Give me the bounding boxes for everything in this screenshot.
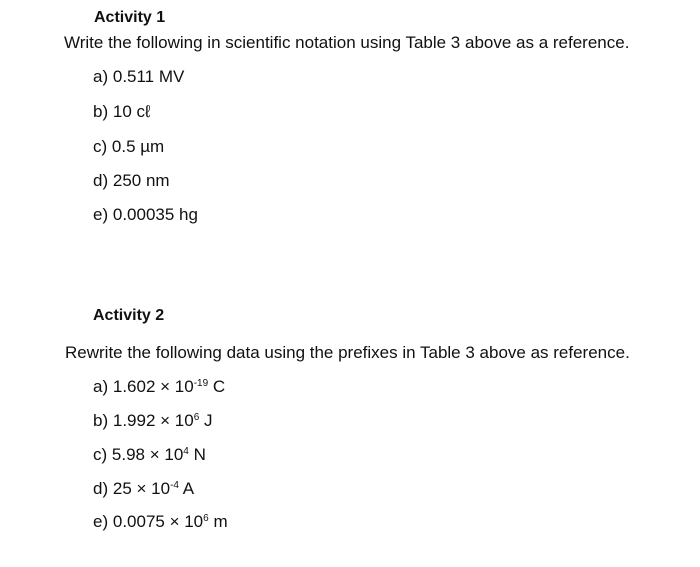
item-label: a) xyxy=(93,377,109,396)
activity-1-item-e xyxy=(93,205,198,225)
item-mantissa: 5.98 × 10 xyxy=(111,445,184,464)
activity-2-item-e xyxy=(93,512,228,532)
item-mantissa: 1.992 × 10 xyxy=(112,411,194,430)
item-unit: N xyxy=(193,445,206,464)
item-value: 0.511 MV xyxy=(112,67,185,86)
item-value: 0.00035 hg xyxy=(112,205,198,224)
item-mantissa: 1.602 × 10 xyxy=(112,377,194,396)
item-unit: A xyxy=(182,479,195,498)
activity-2-item-d xyxy=(93,479,194,499)
item-label: d) xyxy=(93,171,109,190)
activity-2-instruction: Rewrite the following data using the prefixes in Table 3 above as reference. xyxy=(65,343,630,362)
item-unit: m xyxy=(213,512,228,531)
item-unit: C xyxy=(212,377,226,396)
activity-1-title: Activity 1 xyxy=(94,9,166,26)
item-value: 0.5 µm xyxy=(111,137,165,156)
item-label: e) xyxy=(93,205,109,224)
item-exponent: 6 xyxy=(193,412,200,423)
item-label: c) xyxy=(93,445,108,464)
activity-2-item-c xyxy=(93,445,206,465)
item-label: a) xyxy=(93,67,109,86)
activity-1-instruction: Write the following in scientific notation using Table 3 above as a reference. xyxy=(64,33,630,52)
item-exponent: 4 xyxy=(183,446,189,457)
item-value: 250 nm xyxy=(112,171,170,190)
item-label: e) xyxy=(93,512,109,531)
item-label: d) xyxy=(93,479,109,498)
item-label: c) xyxy=(93,137,108,156)
activity-2-item-b xyxy=(93,411,212,431)
activity-1-item-c xyxy=(93,137,164,157)
activity-1-item-d xyxy=(93,171,170,191)
item-value: 10 cℓ xyxy=(112,102,151,121)
item-exponent: -4 xyxy=(170,480,179,491)
item-exponent: 6 xyxy=(203,513,209,524)
item-exponent: -19 xyxy=(193,378,209,389)
item-label: b) xyxy=(93,102,109,121)
item-mantissa: 25 × 10 xyxy=(112,479,171,498)
activity-2-title: Activity 2 xyxy=(93,307,165,324)
item-unit: J xyxy=(203,411,213,430)
activity-2-item-a xyxy=(93,377,225,397)
item-label: b) xyxy=(93,411,109,430)
activity-1-item-b xyxy=(93,102,151,122)
item-mantissa: 0.0075 × 10 xyxy=(112,512,204,531)
activity-1-item-a xyxy=(93,67,184,87)
